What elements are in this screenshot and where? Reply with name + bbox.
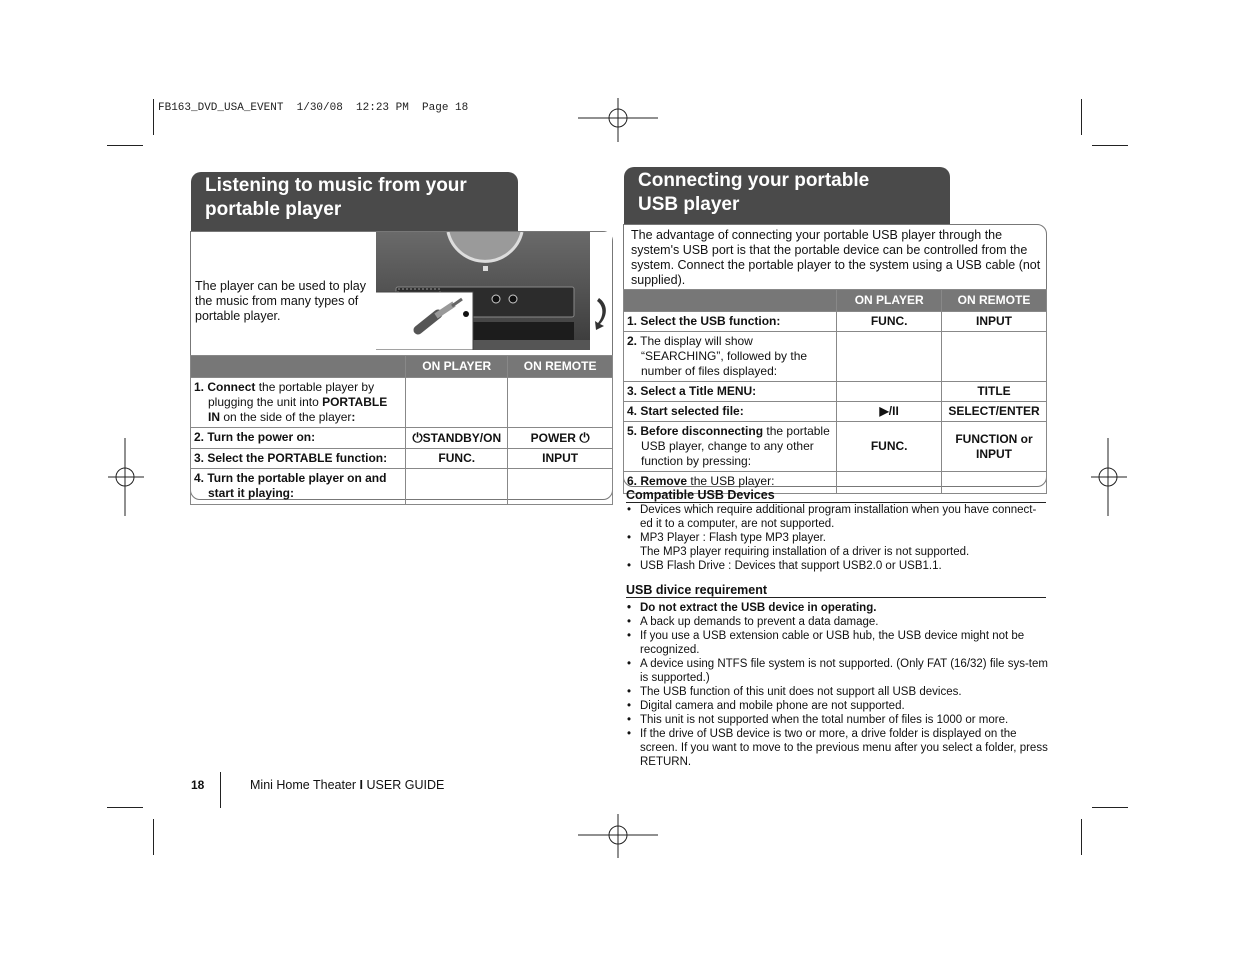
usb-step-2-player <box>837 332 942 382</box>
usb-step-3-label: 3. Select a Title MENU: <box>624 382 837 402</box>
table-row <box>191 428 613 449</box>
footer-divider <box>220 772 221 808</box>
col-on-player: ON PLAYER <box>837 290 942 312</box>
step-4-label: 4. Turn the portable player on and start it playing: <box>191 469 406 505</box>
usb-step-1-remote: INPUT <box>942 312 1047 332</box>
left-instruction-table <box>190 355 613 505</box>
step-3-remote: INPUT <box>508 449 613 469</box>
step-3-player: FUNC. <box>406 449 508 469</box>
usb-step-6-label: 6. Remove the USB player: <box>624 472 837 494</box>
left-intro-text: The player can be used to play the music from many types of portable player. <box>195 279 366 323</box>
header-blank <box>624 290 837 312</box>
table-row <box>624 382 1047 402</box>
list-item: • Digital camera and mobile phone are not supported. <box>626 699 1048 713</box>
usb-step-3-player <box>837 382 942 402</box>
list-item: • The USB function of this unit does not support all USB devices. <box>626 685 1048 699</box>
list-item: • If the drive of USB device is two or more, a drive folder is displayed on the screen. If you want to move to the previous menu after you select a folder, press RETURN. <box>626 727 1048 769</box>
right-section-title <box>624 167 950 225</box>
list-item: • If you use a USB extension cable or USB hub, the USB device might not be recognized. <box>626 629 1048 657</box>
crop-mark <box>153 99 154 135</box>
list-item: • Do not extract the USB device in operating. <box>626 601 1048 615</box>
usb-step-5-label: 5. Before disconnecting the portable USB player, change to any other function by pressing: <box>624 422 837 472</box>
usb-step-5-player: FUNC. <box>837 422 942 472</box>
compatible-usb-heading: Compatible USB Devices <box>626 488 1046 503</box>
step-1-remote <box>508 378 613 428</box>
right-title-line2: USB player <box>638 194 740 215</box>
right-title-line1: Connecting your portable <box>638 170 870 191</box>
step-4-remote <box>508 469 613 505</box>
print-slug: FB163_DVD_USA_EVENT 1/30/08 12:23 PM Page 18 <box>158 102 469 114</box>
crop-mark <box>107 807 143 808</box>
usb-requirement-list <box>626 601 1048 769</box>
usb-step-1-player: FUNC. <box>837 312 942 332</box>
usb-step-5-remote: FUNCTION or INPUT <box>942 422 1047 472</box>
portable-in-illustration <box>376 232 612 350</box>
header-blank <box>191 356 406 378</box>
crop-mark <box>1081 819 1082 855</box>
left-title-line2: portable player <box>205 199 342 220</box>
usb-step-3-remote: TITLE <box>942 382 1047 402</box>
usb-step-4-remote: SELECT/ENTER <box>942 402 1047 422</box>
step-1-label: 1. Connect the portable player by plugging the unit into PORTABLE IN on the side of the player: <box>191 378 406 428</box>
list-item: • A back up demands to prevent a data damage. <box>626 615 1048 629</box>
registration-mark-right <box>1091 438 1127 516</box>
usb-step-1-label: 1. Select the USB function: <box>624 312 837 332</box>
table-row <box>191 469 613 505</box>
usb-step-2-label: 2. The display will show “SEARCHING”, followed by the number of files displayed: <box>624 332 837 382</box>
crop-mark <box>1092 145 1128 146</box>
col-on-remote: ON REMOTE <box>508 356 613 378</box>
play-pause-icon: ▶/II <box>837 402 942 422</box>
step-2-label: 2. Turn the power on: <box>191 428 406 449</box>
table-row <box>624 332 1047 382</box>
step-4-player <box>406 469 508 505</box>
list-item: • MP3 Player : Flash type MP3 player. The MP3 player requiring installation of a driver is not supported. <box>626 531 1048 559</box>
crop-mark <box>1081 99 1082 135</box>
footer-title: Mini Home Theater I USER GUIDE <box>250 778 445 792</box>
left-section-title <box>191 172 518 232</box>
registration-mark-top <box>578 98 658 142</box>
list-item: • Devices which require additional program installation when you have connect-ed it to a computer, are not supported. <box>626 503 1048 531</box>
crop-mark <box>153 819 154 855</box>
usb-requirement-heading: USB divice requirement <box>626 583 1046 598</box>
right-instruction-table <box>623 289 1047 494</box>
col-on-remote: ON REMOTE <box>942 290 1047 312</box>
step-2-remote: POWER ⏻ <box>508 428 613 449</box>
registration-mark-left <box>108 438 144 516</box>
page-number: 18 <box>191 778 205 792</box>
step-3-label: 3. Select the PORTABLE function: <box>191 449 406 469</box>
usb-step-2-remote <box>942 332 1047 382</box>
power-icon: ⏻ <box>412 430 423 445</box>
col-on-player: ON PLAYER <box>406 356 508 378</box>
mp3-note: The MP3 player requiring installation of a driver is not supported. <box>640 546 970 558</box>
step-2-player: ⏻STANDBY/ON <box>406 428 508 449</box>
list-item: • A device using NTFS file system is not supported. (Only FAT (16/32) file sys-tem is supported.) <box>626 657 1048 685</box>
usb-step-4-label: 4. Start selected file: <box>624 402 837 422</box>
left-title-line1: Listening to music from your <box>205 175 467 196</box>
table-row <box>624 312 1047 332</box>
table-row <box>191 449 613 469</box>
list-item: • USB Flash Drive : Devices that support USB2.0 or USB1.1. <box>626 559 1048 573</box>
step-1-player <box>406 378 508 428</box>
crop-mark <box>107 145 143 146</box>
table-row <box>191 378 613 428</box>
registration-mark-bottom <box>578 814 658 858</box>
right-intro-text: The advantage of connecting your portable USB player through the system's USB port is that the portable device can be controlled from the system. Connect the portable player to the system using a USB cable (not supplied). <box>631 228 1041 287</box>
compatible-usb-list <box>626 503 1048 573</box>
list-item: • This unit is not supported when the total number of files is 1000 or more. <box>626 713 1048 727</box>
power-icon: ⏻ <box>579 430 590 445</box>
crop-mark <box>1092 807 1128 808</box>
table-row <box>624 422 1047 472</box>
table-row <box>624 402 1047 422</box>
